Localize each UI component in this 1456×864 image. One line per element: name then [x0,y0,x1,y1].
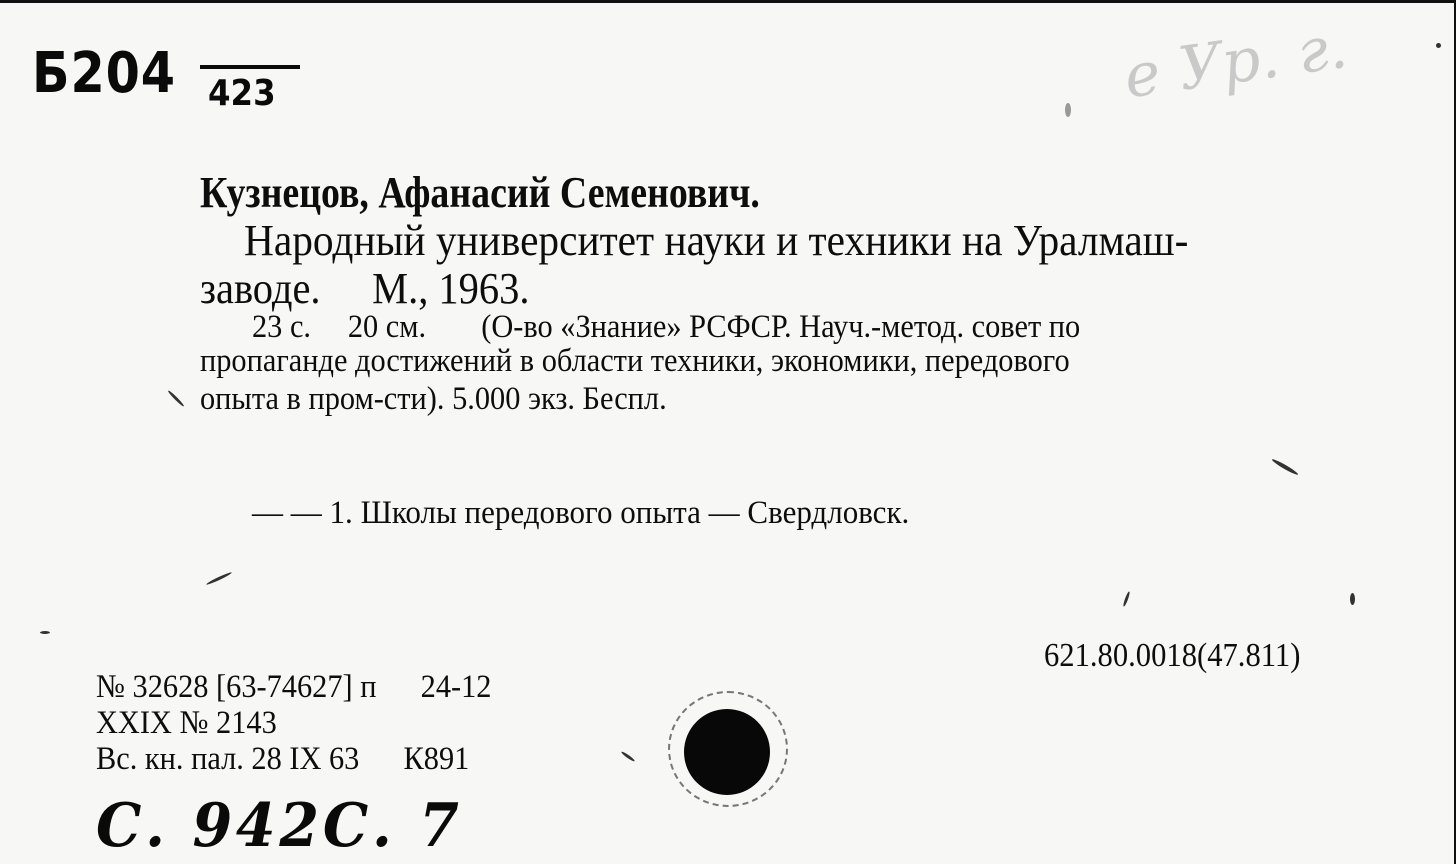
speck [1436,43,1441,48]
pages: 23 с. [252,309,312,345]
speck [1271,458,1299,476]
description-line-2: пропаганде достижений в области техники, экономики, передового [200,343,1070,379]
title-line-1: Народный университет науки и техники на Уралмаш- [244,216,1189,265]
faint-handwritten-note: е Ур. г. [1120,11,1352,113]
title-line-2 [200,263,530,314]
speck [167,390,185,408]
shelf-mark: Б204 [32,41,176,106]
size: 20 см. [347,309,427,345]
order-number: № 32628 [63-74627] п [96,669,377,705]
punch-hole [684,709,770,795]
series: (О-во «Знание» РСФСР. Науч.-метод. совет по [481,309,1081,345]
book-chamber-date: Вс. кн. пал. 28 IX 63 [96,741,360,777]
speck [621,751,636,763]
speck [1350,593,1355,605]
shelf-mark-sub: 423 [208,73,276,114]
speck [40,631,50,634]
author-heading: Кузнецов, Афанасий Семенович. [200,168,760,217]
imprint: М., 1963. [372,264,530,313]
subject-heading: — — 1. Школы передового опыта — Свердловск. [252,495,910,531]
classification-code: 621.80.0018(47.811) [1044,637,1301,674]
description-line-1 [252,309,1080,346]
shelf-mark-divider [200,65,300,69]
author-mark: К891 [403,741,470,777]
production-line-2: XXIX № 2143 [96,705,277,741]
print-code: 24-12 [420,669,492,705]
speck [1065,103,1071,117]
speck [1122,591,1130,607]
production-line-3 [96,741,469,778]
handwritten-code: С. 942С. 7 [96,791,463,861]
title-line-2-text: заводе. [200,264,321,313]
production-line-1 [96,669,491,706]
description-line-3: опыта в пром-сти). 5.000 экз. Беспл. [200,381,667,417]
speck [206,571,233,586]
